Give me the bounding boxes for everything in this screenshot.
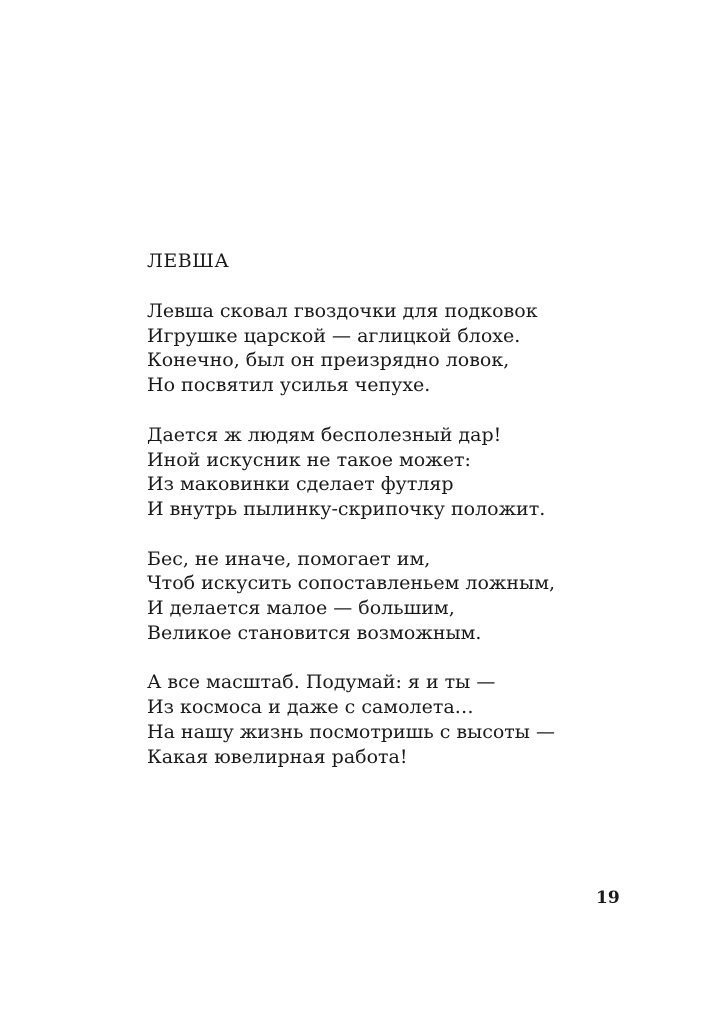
poem-line: Из маковинки сделает футляр [147, 473, 454, 496]
stanza [147, 423, 667, 522]
poem-line: Чтоб искусить сопоставленьем ложным, [147, 572, 556, 595]
poem-line: Иной искусник не такое может: [147, 448, 471, 471]
poem-line: Конечно, был он преизрядно ловок, [147, 349, 510, 372]
poem-line: Дается ж людям бесполезный дар! [147, 423, 502, 446]
stanza [147, 299, 667, 398]
stanza [147, 670, 667, 769]
poem-line: Какая ювелирная работа! [147, 745, 408, 768]
stanza [147, 547, 667, 646]
poem-line: Из космоса и даже с самолета… [147, 696, 474, 719]
poem-line: Игрушке царской — аглицкой блохе. [147, 324, 521, 347]
poem-line: На нашу жизнь посмотришь с высоты — [147, 720, 555, 743]
poem-line: Бес, не иначе, помогает им, [147, 547, 431, 570]
poem-line: А все масштаб. Подумай: я и ты — [147, 671, 496, 694]
poem-title: ЛЕВША [147, 250, 230, 272]
poem-line: Но посвятил усилья чепухе. [147, 374, 431, 397]
poem-line: И внутрь пылинку-скрипочку положит. [147, 497, 546, 520]
poem-body [147, 299, 667, 794]
poem-line: И делается малое — большим, [147, 597, 455, 620]
page-number: 19 [596, 888, 620, 908]
poem-line: Великое становится возможным. [147, 621, 482, 644]
poem-line: Левша сковал гвоздочки для подковок [147, 300, 538, 322]
